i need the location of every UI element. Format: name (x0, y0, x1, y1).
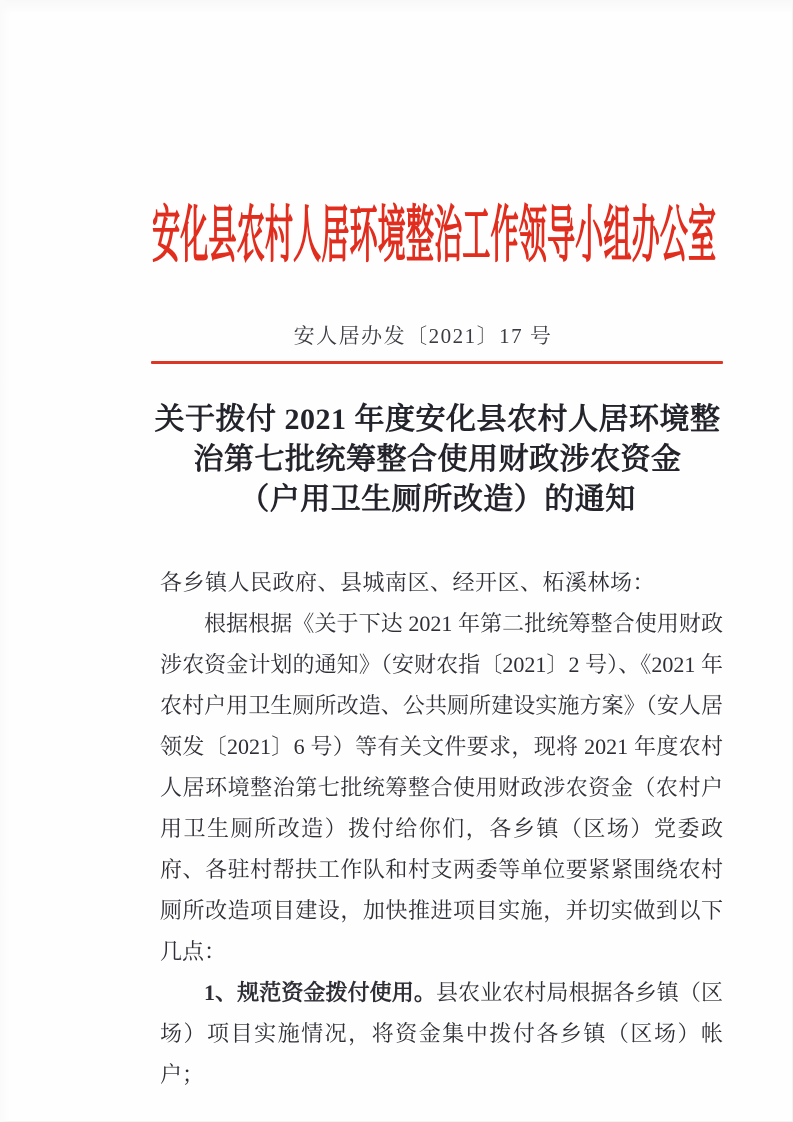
body-item-1 (160, 972, 723, 1095)
document-title (152, 400, 723, 520)
item-1-heading: 1、规范资金拨付使用。 (204, 980, 436, 1005)
red-separator-line (151, 361, 723, 364)
document-title-line-3: （户用卫生厕所改造）的通知 (239, 483, 636, 516)
scan-edge-top (0, 0, 793, 14)
document-title-line-2: 治第七批统筹整合使用财政涉农资金 (193, 443, 682, 476)
scan-edge-left (0, 0, 10, 1122)
issuer-letterhead (152, 198, 718, 276)
item-1-text: 县农业农村局根据各乡镇（区场）项目实施情况，将资金集中拨付各乡镇（区场）帐户； (160, 980, 723, 1087)
document-body (160, 562, 723, 1095)
salutation-line: 各乡镇人民政府、县城南区、经开区、柘溪林场： (160, 570, 656, 595)
document-title-line-1: 关于拨付 2021 年度安化县农村人居环境整 (154, 403, 721, 436)
issuer-letterhead-text: 安化县农村人居环境整治工作领导小组办公室 (152, 202, 717, 270)
body-paragraph-1: 根据根据《关于下达 2021 年第二批统筹整合使用财政涉农资金计划的通知》（安财农指〔2021〕2 号）、《2021 年农村户用卫生厕所改造、公共厕所建设实施方案》（安人居领发〔2021〕6 号）等有关文件要求，现将 2021 年度农村人居环境整治第七批统筹整合使用财政涉农资金（农村户用卫生厕所改造）拨付给你们，各乡镇（区场）党委政府、各驻村帮扶工作队和村支两委等单位要紧紧围绕农村厕所改造项目建设，加快推进项目实施，并切实做到以下几点： (160, 611, 723, 964)
document-number: 安人居办发〔2021〕17 号 (293, 324, 553, 348)
